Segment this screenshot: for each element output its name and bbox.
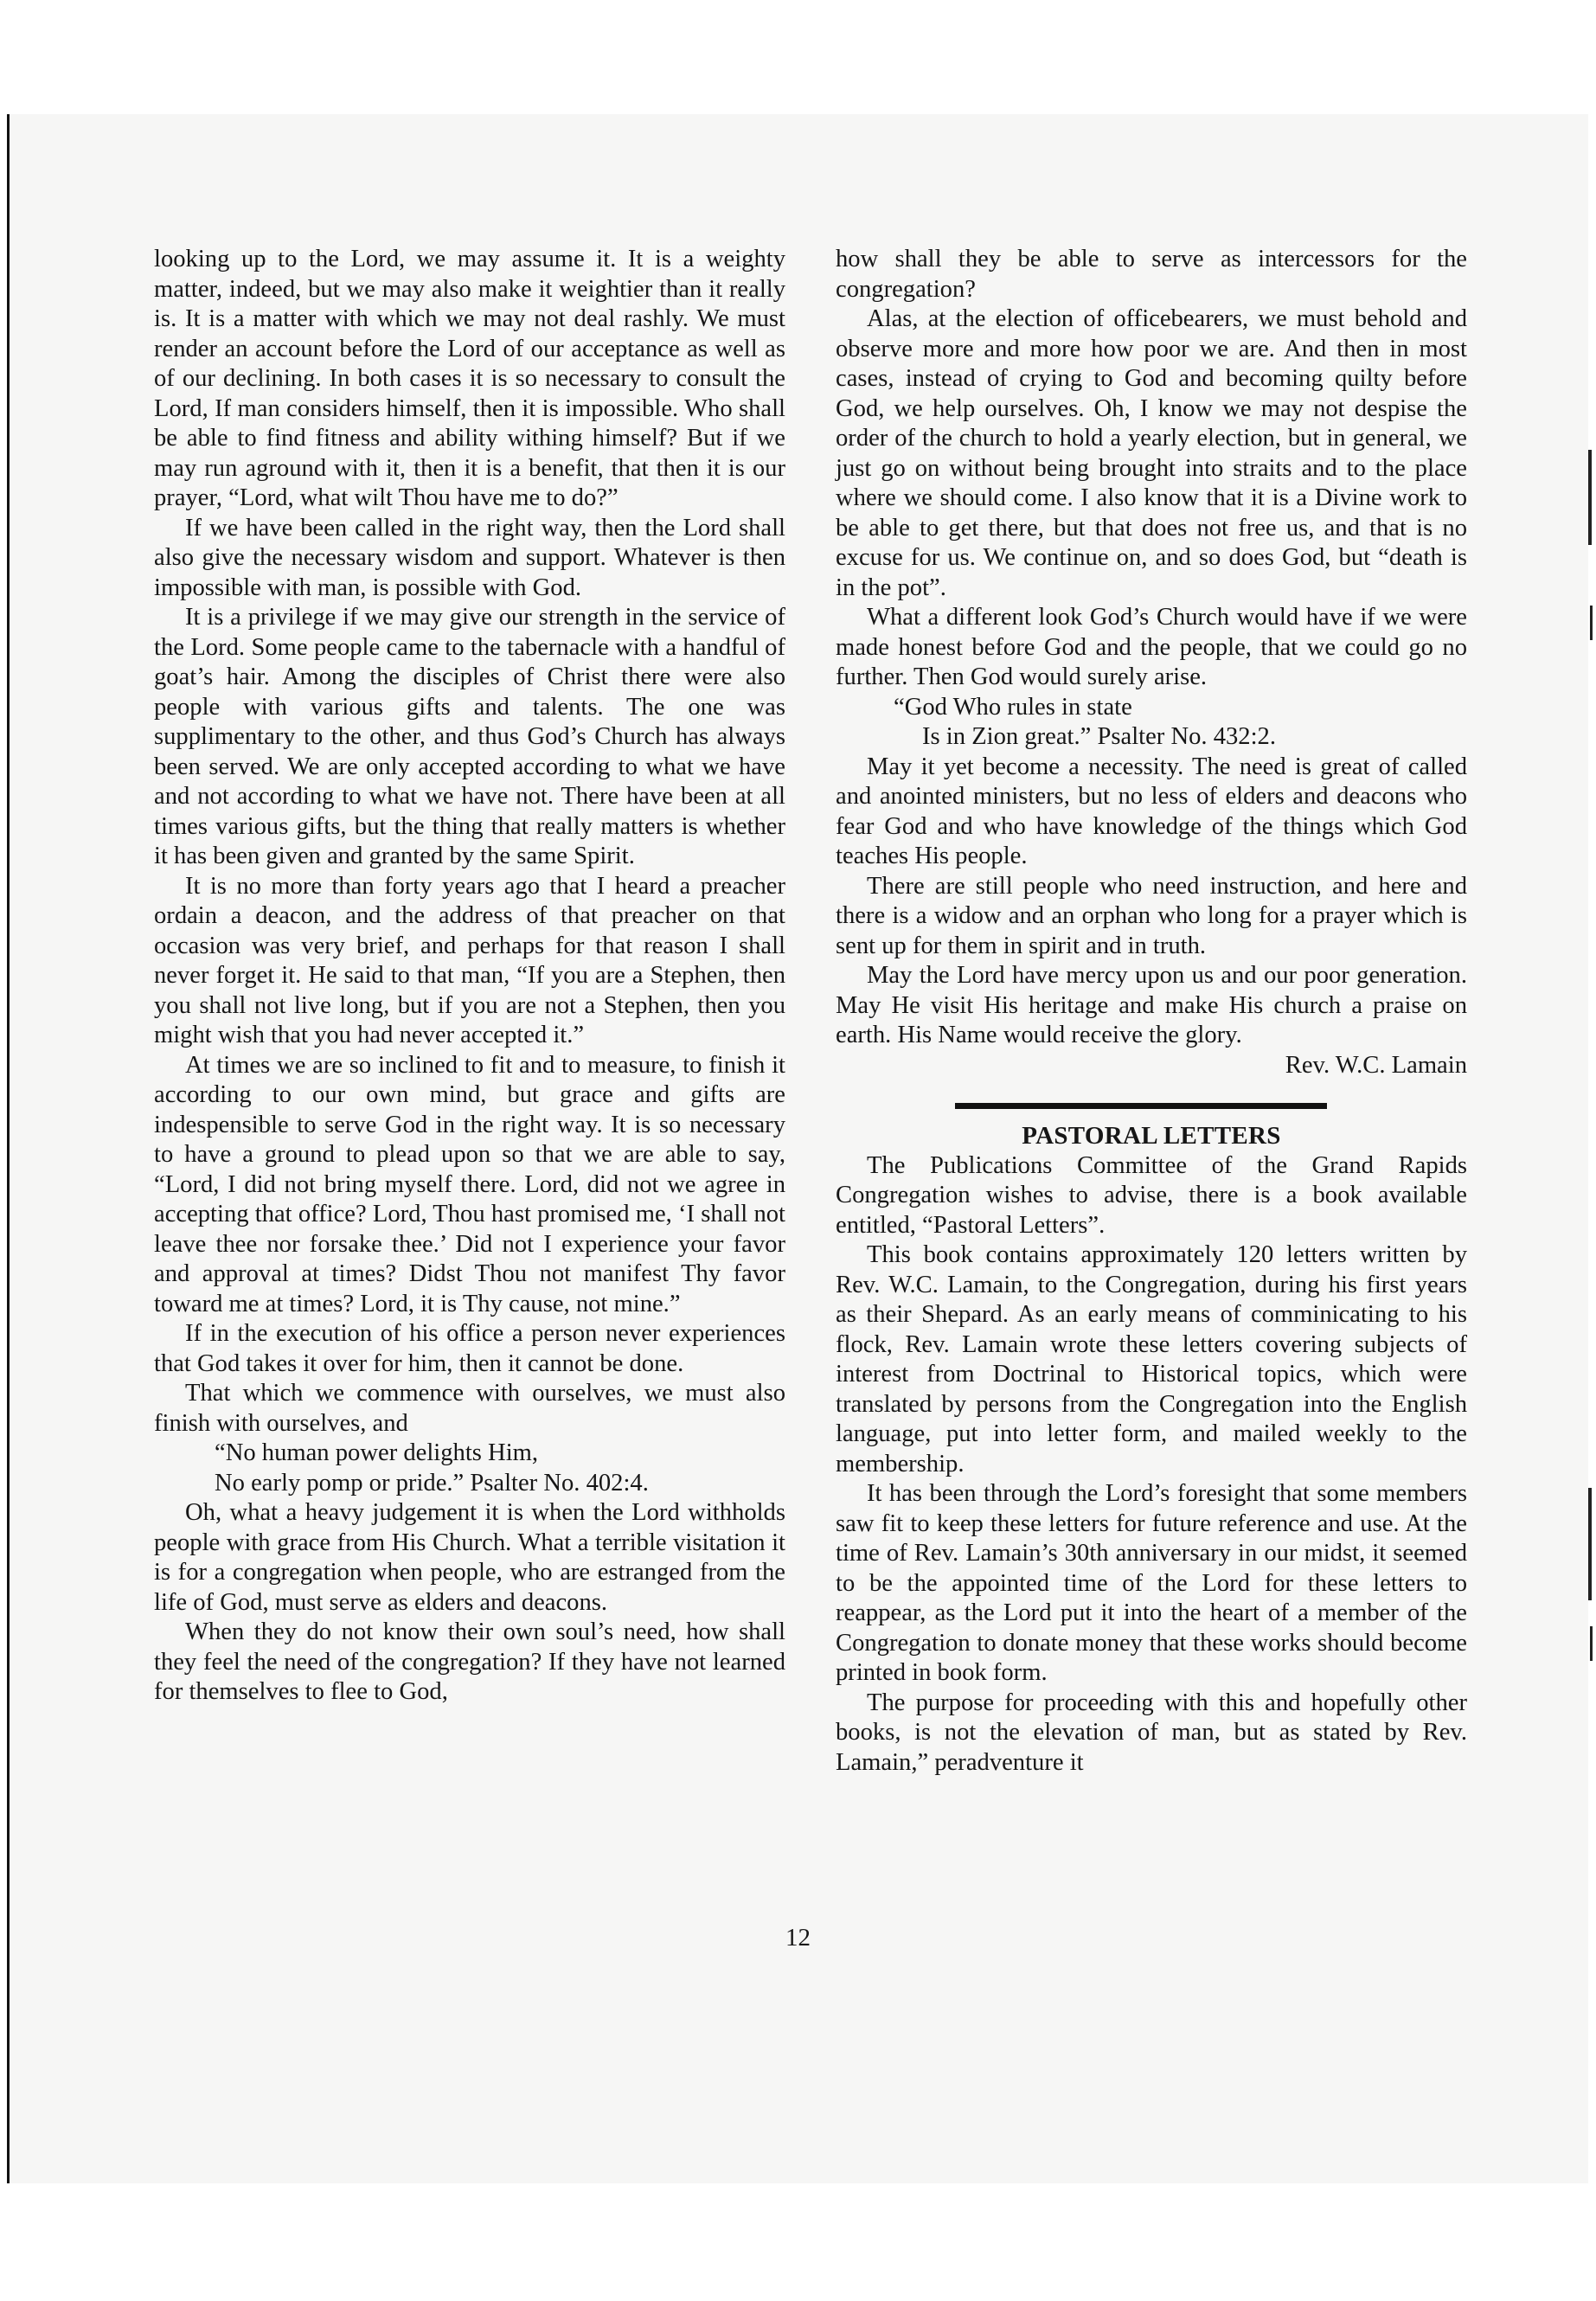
scan-edge-mark (1588, 450, 1592, 545)
scan-edge-mark (1590, 606, 1593, 640)
scan-edge-mark (1590, 1626, 1593, 1661)
paragraph: If we have been called in the right way, then the Lord shall also give the necessary wisdom and support. Whatever is then impossible with man, is possible with God. (154, 514, 785, 601)
psalter-quote (836, 693, 1467, 753)
verse-line: “No human power delights Him, (215, 1439, 539, 1466)
paragraph: looking up to the Lord, we may assume it. It is a weighty matter, indeed, but we may also make it weightier than it really is. It is a matter with which we may not deal rashly. We must render an account before the Lord of our acceptance as well as of our declining. In both cases it is so necessary to consult the Lord, If man considers himself, then it is impossible. Who shall be able to find fitness and ability withing himself? But if we may run aground with it, then it is a benefit, that then it is our prayer, “Lord, what wilt Thou have me to do?” (154, 246, 785, 511)
paragraph: how shall they be able to serve as intercessors for the congregation? (836, 246, 1467, 303)
author-signature: Rev. W.C. Lamain (1285, 1051, 1467, 1079)
paragraph: May it yet become a necessity. The need is great of called and anointed ministers, but no less of elders and deacons who fear God and who have knowledge of the things which God teaches His people. (836, 753, 1467, 869)
paragraph: What a different look God’s Church would have if we were made honest before God and the people, that we could go no further. Then God would surely arise. (836, 604, 1467, 690)
paragraph: At times we are so inclined to fit and to measure, to finish it according to our own mind, but grace and gifts are indespensible to serve God in the right way. It is so necessary to have a ground to plead upon so that we are able to say, “Lord, I did not bring myself there. Lord, did not we agree in accepting that office? Lord, Thou hast promised me, ‘I shall not leave thee nor forsake thee.’ Did not I experience your favor and approval at times? Didst Thou not manifest Thy favor toward me at times? Lord, it is Thy cause, not mine.” (154, 1051, 785, 1317)
paragraph: When they do not know their own soul’s need, how shall they feel the need of the congregation? If they have not learned for themselves to flee to God, (154, 1618, 785, 1705)
paragraph: It has been through the Lord’s foresight that some members saw fit to keep these letters for future reference and use. At the time of Rev. Lamain’s 30th anniversary in our midst, it seemed to be the appointed time of the Lord for these letters to reappear, as the Lord put it into the heart of a member of the Congregation to donate money that these works should become printed in book form. (836, 1480, 1467, 1686)
paragraph: The purpose for proceeding with this and hopefully other books, is not the elevation of man, but as stated by Rev. Lamain,” peradventure it (836, 1689, 1467, 1776)
paragraph: Alas, at the election of officebearers, we must behold and observe more and more how poor we are. And then in most cases, instead of crying to God and becoming quilty before God, we help ourselves. Oh, I know we may not despise the order of the church to hold a yearly election, but in general, we just go on without being brought into straits and to the place where we should come. I also know that it is a Divine work to be able to get there, but that does not free us, and that is no excuse for us. We continue on, and so does God, but “death is in the pot”. (836, 305, 1467, 601)
page-number: 12 (785, 1924, 811, 1952)
paragraph: If in the execution of his office a person never experiences that God takes it over for him, then it cannot be done. (154, 1320, 785, 1377)
psalter-quote (154, 1439, 785, 1498)
verse-line: Is in Zion great.” Psalter No. 432:2. (922, 723, 1276, 750)
paragraph: It is a privilege if we may give our strength in the service of the Lord. Some people came to the tabernacle with a handful of goat’s hair. Among the disciples of Christ there were also people with various gifts and talents. The one was supplimentary to the other, and thus God’s Church has always been served. We are only accepted according to what we have and not according to what we have not. There have been at all times various gifts, but the thing that really matters is whether it has been given and granted by the same Spirit. (154, 604, 785, 869)
right-column (836, 245, 1467, 1778)
paragraph: That which we commence with ourselves, we must also finish with ourselves, and (154, 1380, 785, 1437)
verse-line: No early pomp or pride.” Psalter No. 402:4. (215, 1469, 649, 1497)
section-divider (955, 1103, 1327, 1109)
paragraph: It is no more than forty years ago that I heard a preacher ordain a deacon, and the address of that preacher on that occasion was very brief, and perhaps for that reason I shall never forget it. He said to that man, “If you are a Stephen, then you shall not live long, but if you are not a Stephen, then you might wish that you had never accepted it.” (154, 872, 785, 1048)
section-heading: PASTORAL LETTERS (1022, 1122, 1281, 1150)
left-column (154, 245, 785, 1708)
verse-line: “God Who rules in state (894, 693, 1132, 721)
paragraph: This book contains approximately 120 letters written by Rev. W.C. Lamain, to the Congregation, during his first years as their Shepard. As an early means of comminicating to his flock, Rev. Lamain wrote these letters covering subjects of interest from Doctrinal to Historical topics, which were translated by persons from the Congregation into the English language, put into letter form, and mailed weekly to the membership. (836, 1241, 1467, 1477)
paragraph: Oh, what a heavy judgement it is when the Lord withholds people with grace from His Church. What a terrible visitation it is for a congregation when people, who are estranged from the life of God, must serve as elders and deacons. (154, 1499, 785, 1616)
paragraph: There are still people who need instruction, and here and there is a widow and an orphan who long for a prayer which is sent up for them in spirit and in truth. (836, 872, 1467, 959)
paragraph: The Publications Committee of the Grand Rapids Congregation wishes to advise, there is a book available entitled, “Pastoral Letters”. (836, 1151, 1467, 1239)
paragraph: May the Lord have mercy upon us and our poor generation. May He visit His heritage and make His church a praise on earth. His Name would receive the glory. (836, 962, 1467, 1048)
scan-edge-mark (1588, 1488, 1592, 1600)
